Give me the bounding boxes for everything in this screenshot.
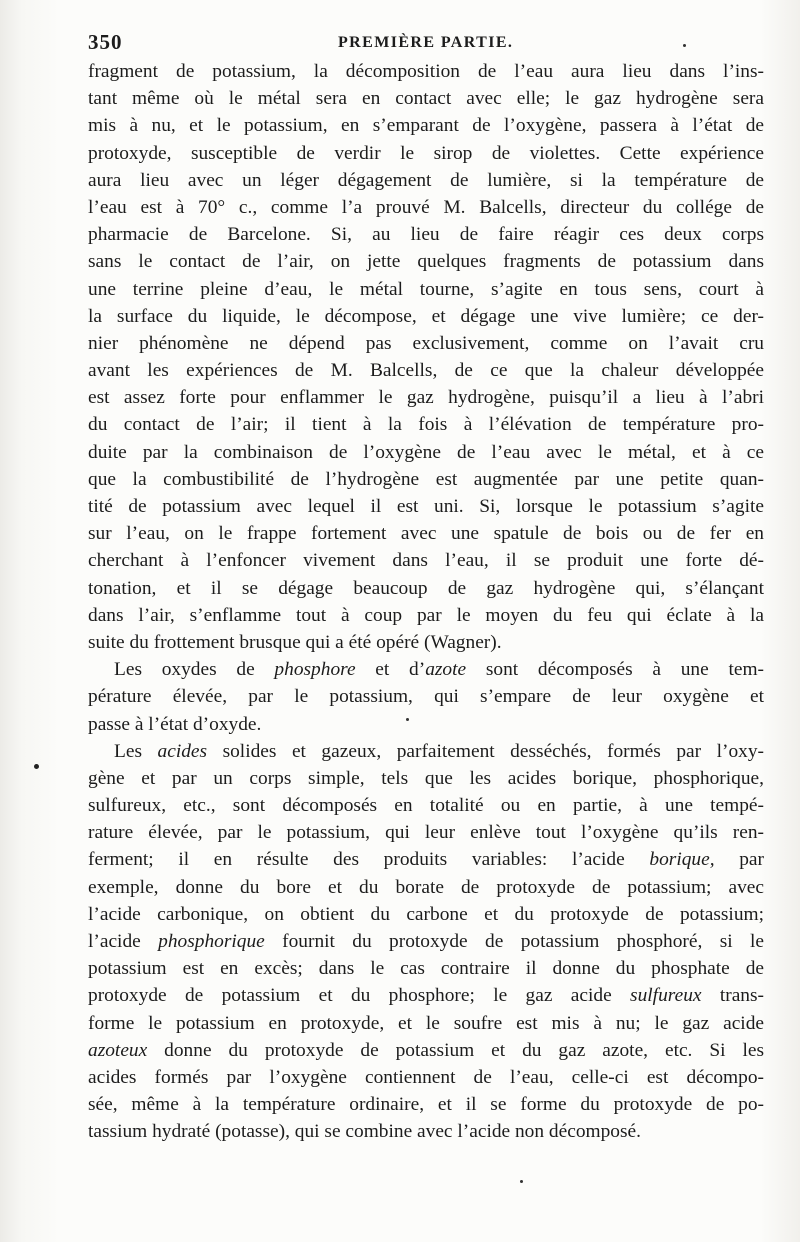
text-line: protoxyde, susceptible de verdir le sirop de violettes. Cette expérience	[88, 142, 764, 164]
ink-speck	[406, 718, 409, 721]
text-line: suite du frottement brusque qui a été opéré (Wagner).	[88, 631, 502, 653]
text-line: sur l’eau, on le frappe fortement avec une spatule de bois ou de fer en	[88, 523, 764, 545]
text-line: exemple, donne du bore et du borate de protoxyde de potassium; avec	[88, 876, 764, 898]
text-line: tant même où le métal sera en contact avec elle; le gaz hydrogène sera	[88, 88, 764, 110]
text-line: forme le potassium en protoxyde, et le soufre est mis à nu; le gaz acide	[88, 1012, 764, 1034]
text-line: dans l’air, s’enflamme tout à coup par le moyen du feu qui éclate à la	[88, 604, 764, 626]
text-line: avant les expériences de M. Balcells, de ce que la chaleur développée	[88, 360, 764, 382]
text-line: du contact de l’air; il tient à la fois à l’élévation de température pro-	[88, 414, 764, 436]
text-line: ferment; il en résulte des produits variables: l’acide borique, par	[88, 849, 764, 871]
text-line: mis à nu, et le potassium, en s’emparant de l’oxygène, passera à l’état de	[88, 115, 764, 137]
text-line: l’eau est à 70° c., comme l’a prouvé M. Balcells, directeur du collége de	[88, 196, 764, 218]
margin-ink-mark	[34, 764, 39, 769]
ink-speck	[683, 44, 686, 47]
text-line: tonation, et il se dégage beaucoup de gaz hydrogène qui, s’élançant	[88, 577, 764, 599]
text-line: potassium est en excès; dans le cas contraire il donne du phosphate de	[88, 958, 764, 980]
text-line: pharmacie de Barcelone. Si, au lieu de faire réagir ces deux corps	[88, 224, 764, 246]
text-line: nier phénomène ne dépend pas exclusivement, comme on l’avait cru	[88, 332, 764, 354]
running-head: PREMIÈRE PARTIE.	[338, 34, 514, 51]
text-line: tassium hydraté (potasse), qui se combine avec l’acide non décomposé.	[88, 1121, 641, 1143]
text-line: azoteux donne du protoxyde de potassium et du gaz azote, etc. Si les	[88, 1039, 764, 1061]
text-line: protoxyde de potassium et du phosphore; le gaz acide sulfureux trans-	[88, 985, 764, 1007]
text-line: sée, même à la température ordinaire, et il se forme du protoxyde de po-	[88, 1094, 764, 1116]
page-number: 350	[88, 30, 123, 54]
text-line: que la combustibilité de l’hydrogène est augmentée par une petite quan-	[88, 468, 764, 490]
text-line: passe à l’état d’oxyde.	[88, 713, 262, 735]
text-line: l’acide phosphorique fournit du protoxyde de potassium phosphoré, si le	[88, 931, 764, 952]
text-line: Les acides solides et gazeux, parfaitement desséchés, formés par l’oxy-	[114, 740, 764, 762]
text-line: la surface du liquide, le décompose, et dégage une vive lumière; ce der-	[88, 305, 764, 327]
body-text	[88, 58, 764, 1146]
text-line: duite par la combinaison de l’oxygène de l’eau avec le métal, et à ce	[88, 441, 764, 463]
text-line: rature élevée, par le potassium, qui leur enlève tout l’oxygène qu’ils ren-	[88, 822, 764, 844]
text-line: pérature élevée, par le potassium, qui s’empare de leur oxygène et	[88, 686, 764, 708]
text-line: sans le contact de l’air, on jette quelques fragments de potassium dans	[88, 251, 764, 273]
text-line: cherchant à l’enfoncer vivement dans l’eau, il se produit une forte dé-	[88, 550, 764, 572]
text-line: sulfureux, etc., sont décomposés en totalité ou en partie, à une tempé-	[88, 795, 764, 817]
text-line: est assez forte pour enflammer le gaz hydrogène, puisqu’il a lieu à l’abri	[88, 387, 764, 409]
text-line: tité de potassium avec lequel il est uni. Si, lorsque le potassium s’agite	[88, 496, 764, 517]
text-line: une terrine pleine d’eau, le métal tourne, s’agite en tous sens, court à	[88, 278, 764, 300]
ink-speck	[520, 1180, 523, 1183]
text-line: fragment de potassium, la décomposition de l’eau aura lieu dans l’ins-	[88, 61, 764, 82]
text-line: gène et par un corps simple, tels que les acides borique, phosphorique,	[88, 767, 764, 789]
text-line: aura lieu avec un léger dégagement de lumière, si la température de	[88, 169, 764, 191]
text-line: Les oxydes de phosphore et d’azote sont décomposés à une tem-	[114, 659, 764, 681]
text-line: l’acide carbonique, on obtient du carbone et du protoxyde de potassium;	[88, 903, 764, 925]
text-line: acides formés par l’oxygène contiennent de l’eau, celle-ci est décompo-	[88, 1066, 764, 1088]
page-header	[88, 30, 764, 58]
